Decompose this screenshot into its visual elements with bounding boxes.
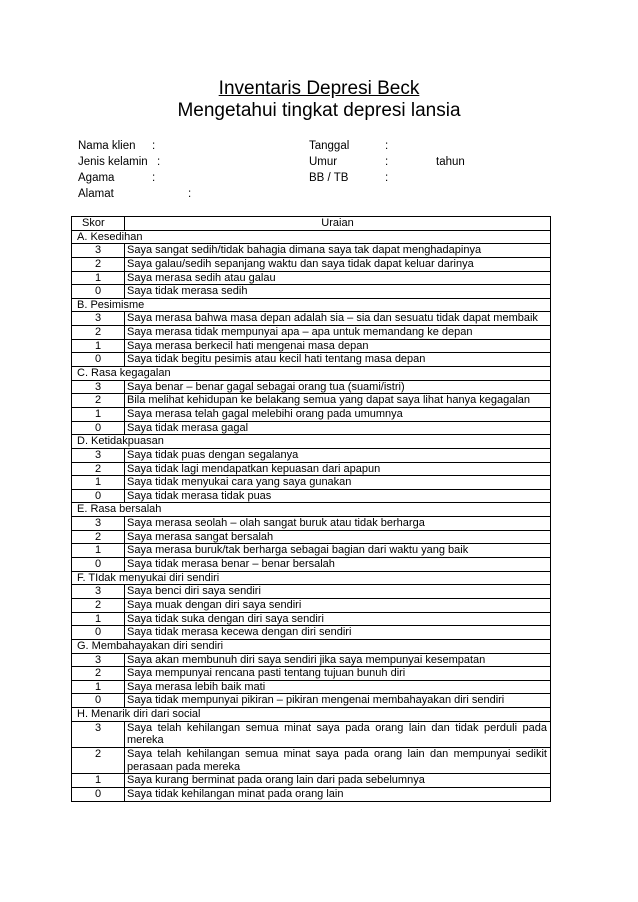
table-row [72,694,551,708]
description-cell: Saya telah kehilangan semua minat saya pada orang lain dan tidak perduli pada mereka [125,721,551,747]
score-cell: 0 [72,626,125,640]
label-jenis-kelamin: Jenis kelamin [78,156,148,168]
label-alamat: Alamat [78,188,114,200]
description-cell: Saya telah kehilangan semua minat saya pada orang lain dan mempunyai sedikit perasaan pada mereka [125,747,551,773]
label-tahun: tahun [436,156,465,168]
score-cell: 0 [72,558,125,572]
section-title: B. Pesimisme [72,298,551,312]
inventory-table [71,216,551,802]
section-title: H. Menarik diri dari social [72,708,551,722]
section-row [72,298,551,312]
table-row [72,787,551,801]
colon: : [152,172,156,184]
score-cell: 3 [72,517,125,531]
colon: : [385,172,389,184]
label-umur: Umur [309,156,338,168]
description-cell: Saya sangat sedih/tidak bahagia dimana saya tak dapat menghadapinya [125,244,551,258]
colon: : [188,188,192,200]
section-title: C. Rasa kegagalan [72,367,551,381]
score-cell: 0 [72,421,125,435]
description-cell: Saya merasa tidak mempunyai apa – apa untuk memandang ke depan [125,326,551,340]
score-cell: 1 [72,612,125,626]
score-cell: 2 [72,326,125,340]
score-cell: 0 [72,285,125,299]
score-cell: 0 [72,694,125,708]
table-row [72,598,551,612]
table-row [72,530,551,544]
score-cell: 0 [72,787,125,801]
section-row [72,435,551,449]
table-row [72,747,551,773]
table-row [72,680,551,694]
colon: : [385,156,389,168]
score-cell: 1 [72,339,125,353]
description-cell: Saya tidak kehilangan minat pada orang lain [125,787,551,801]
description-cell: Saya galau/sedih sepanjang waktu dan saya tidak dapat keluar darinya [125,257,551,271]
colon: : [152,140,156,152]
section-row [72,708,551,722]
table-row [72,462,551,476]
table-row [72,653,551,667]
table-row [72,285,551,299]
description-cell: Saya merasa seolah – olah sangat buruk atau tidak berharga [125,517,551,531]
score-cell: 1 [72,544,125,558]
colon: : [157,156,161,168]
score-cell: 3 [72,380,125,394]
table-row [72,585,551,599]
table-row [72,721,551,747]
description-cell: Saya merasa lebih baik mati [125,680,551,694]
table-row [72,448,551,462]
description-cell: Saya muak dengan diri saya sendiri [125,598,551,612]
score-cell: 1 [72,407,125,421]
table-row [72,476,551,490]
header-skor: Skor [72,217,125,231]
score-cell: 2 [72,667,125,681]
description-cell: Saya tidak lagi mendapatkan kepuasan dari apapun [125,462,551,476]
score-cell: 3 [72,448,125,462]
description-cell: Saya merasa bahwa masa depan adalah sia – sia dan sesuatu tidak dapat membaik [125,312,551,326]
description-cell: Saya tidak merasa gagal [125,421,551,435]
description-cell: Bila melihat kehidupan ke belakang semua yang dapat saya lihat hanya kegagalan [125,394,551,408]
score-cell: 2 [72,257,125,271]
description-cell: Saya benci diri saya sendiri [125,585,551,599]
document-subtitle: Mengetahui tingkat depresi lansia [177,100,461,121]
score-cell: 2 [72,462,125,476]
description-cell: Saya benar – benar gagal sebagai orang tua (suami/istri) [125,380,551,394]
table-row [72,312,551,326]
description-cell: Saya merasa sangat bersalah [125,530,551,544]
score-cell: 1 [72,680,125,694]
description-cell: Saya tidak merasa benar – benar bersalah [125,558,551,572]
score-cell: 0 [72,489,125,503]
description-cell: Saya tidak merasa sedih [125,285,551,299]
table-row [72,421,551,435]
section-row [72,571,551,585]
section-title: A. Kesedihan [72,230,551,244]
description-cell: Saya kurang berminat pada orang lain dari pada sebelumnya [125,774,551,788]
table-row [72,558,551,572]
colon: : [385,140,389,152]
table-row [72,271,551,285]
score-cell: 3 [72,653,125,667]
table-header-row [72,217,551,231]
section-row [72,367,551,381]
table-row [72,667,551,681]
table-row [72,244,551,258]
section-title: D. Ketidakpuasan [72,435,551,449]
description-cell: Saya tidak puas dengan segalanya [125,448,551,462]
table-row [72,353,551,367]
section-title: E. Rasa bersalah [72,503,551,517]
table-row [72,326,551,340]
description-cell: Saya tidak begitu pesimis atau kecil hati tentang masa depan [125,353,551,367]
score-cell: 2 [72,598,125,612]
section-row [72,230,551,244]
score-cell: 3 [72,244,125,258]
score-cell: 1 [72,774,125,788]
score-cell: 0 [72,353,125,367]
score-cell: 2 [72,394,125,408]
header-uraian: Uraian [125,217,551,231]
description-cell: Saya mempunyai rencana pasti tentang tujuan bunuh diri [125,667,551,681]
description-cell: Saya tidak merasa kecewa dengan diri sendiri [125,626,551,640]
table-row [72,380,551,394]
description-cell: Saya tidak merasa tidak puas [125,489,551,503]
table-row [72,517,551,531]
table-row [72,407,551,421]
score-cell: 1 [72,476,125,490]
score-cell: 1 [72,271,125,285]
label-tanggal: Tanggal [309,140,350,152]
section-row [72,639,551,653]
score-cell: 2 [72,530,125,544]
table-row [72,544,551,558]
description-cell: Saya merasa sedih atau galau [125,271,551,285]
label-agama: Agama [78,172,115,184]
table-row [72,339,551,353]
score-cell: 3 [72,312,125,326]
table-row [72,774,551,788]
description-cell: Saya tidak menyukai cara yang saya gunakan [125,476,551,490]
description-cell: Saya tidak suka dengan diri saya sendiri [125,612,551,626]
section-row [72,503,551,517]
section-title: G. Membahayakan diri sendiri [72,639,551,653]
document-title: Inventaris Depresi Beck [218,78,420,99]
description-cell: Saya merasa buruk/tak berharga sebagai bagian dari waktu yang baik [125,544,551,558]
table-row [72,626,551,640]
score-cell: 3 [72,721,125,747]
label-bb-tb: BB / TB [309,172,349,184]
description-cell: Saya akan membunuh diri saya sendiri jika saya mempunyai kesempatan [125,653,551,667]
table-row [72,612,551,626]
section-title: F. TIdak menyukai diri sendiri [72,571,551,585]
table-row [72,489,551,503]
label-nama-klien: Nama klien [78,140,136,152]
table-row [72,257,551,271]
table-row [72,394,551,408]
description-cell: Saya tidak mempunyai pikiran – pikiran mengenai membahayakan diri sendiri [125,694,551,708]
description-cell: Saya merasa telah gagal melebihi orang pada umumnya [125,407,551,421]
description-cell: Saya merasa berkecil hati mengenai masa depan [125,339,551,353]
score-cell: 3 [72,585,125,599]
score-cell: 2 [72,747,125,773]
